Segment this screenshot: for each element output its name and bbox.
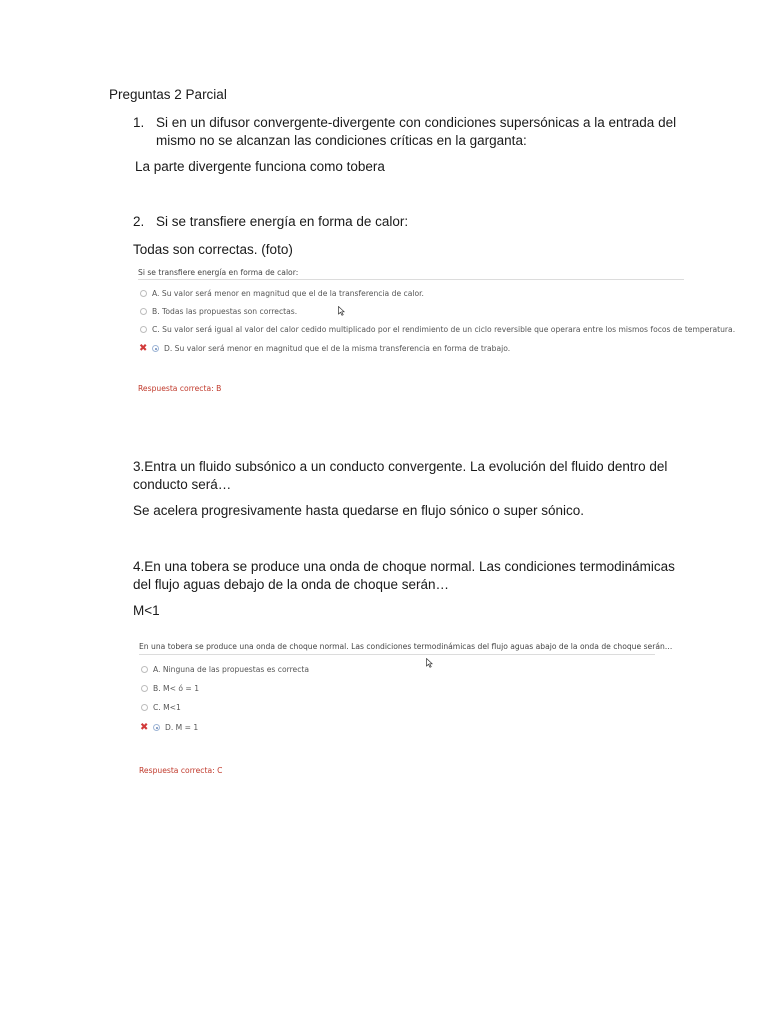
q2-number: 2.: [133, 214, 145, 229]
q3-answer: Se acelera progresivamente hasta quedarse en flujo sónico o super sónico.: [133, 503, 585, 518]
q2-shot-stem: Si se transfiere energía en forma de calor:: [138, 268, 299, 277]
q4-shot-option-b: B. M< ó = 1: [141, 684, 199, 693]
mouse-cursor-icon: [338, 306, 345, 316]
q1-number: 1.: [133, 115, 145, 130]
q2-shot-divider: [138, 279, 684, 280]
q2-shot-option-b: B. Todas las propuestas son correctas.: [140, 307, 297, 316]
q2-shot-option-c: C. Su valor será igual al valor del calor cedido multiplicado por el rendimiento de un ciclo reversible que operara entre los mismos focos de temperatura.: [140, 325, 735, 334]
q4-shot-option-d: D. M = 1: [153, 723, 198, 732]
q2-shot-option-a: A. Su valor será menor en magnitud que el de la transferencia de calor.: [140, 289, 424, 298]
radio-icon: [140, 290, 147, 297]
q1-text-line2: mismo no se alcanzan las condiciones críticas en la garganta:: [156, 133, 527, 148]
q4-shot-option-c: C. M<1: [141, 703, 181, 712]
q2-shot-correct-answer: Respuesta correcta: B: [138, 384, 222, 393]
q2-text: Si se transfiere energía en forma de calor:: [156, 214, 409, 229]
q4-text-line2: del flujo aguas debajo de la onda de choque serán…: [133, 577, 449, 592]
q4-shot-stem: En una tobera se produce una onda de choque normal. Las condiciones termodinámicas del flujo aguas abajo de la onda de choque serán…: [139, 642, 673, 651]
wrong-answer-x-icon: ✖: [140, 722, 149, 733]
radio-icon: [141, 666, 148, 673]
radio-icon: [141, 685, 148, 692]
q4-answer: M<1: [133, 603, 160, 618]
q2-answer: Todas son correctas. (foto): [133, 242, 293, 257]
q3-text-line1: 3.Entra un fluido subsónico a un conducto convergente. La evolución del fluido dentro del: [133, 459, 668, 474]
q1-answer: La parte divergente funciona como tobera: [135, 159, 385, 174]
q4-shot-divider: [139, 654, 655, 655]
q2-quiz-screenshot: [138, 266, 736, 400]
mouse-cursor-icon: [426, 658, 433, 668]
q4-text-line1: 4.En una tobera se produce una onda de choque normal. Las condiciones termodinámicas: [133, 559, 675, 574]
radio-icon: [140, 308, 147, 315]
q1-text-line1: Si en un difusor convergente-divergente con condiciones supersónicas a la entrada del: [156, 115, 677, 130]
q4-quiz-screenshot: [139, 640, 673, 780]
page-title: Preguntas 2 Parcial: [109, 87, 227, 102]
wrong-answer-x-icon: ✖: [139, 343, 148, 354]
radio-selected-icon: [152, 345, 159, 352]
q4-shot-option-a: A. Ninguna de las propuestas es correcta: [141, 665, 309, 674]
q2-shot-option-d: D. Su valor será menor en magnitud que el de la misma transferencia en forma de trabajo.: [152, 344, 510, 353]
q4-shot-correct-answer: Respuesta correcta: C: [139, 766, 223, 775]
radio-selected-icon: [153, 724, 160, 731]
q3-text-line2: conducto será…: [133, 477, 232, 492]
radio-icon: [141, 704, 148, 711]
radio-icon: [140, 326, 147, 333]
